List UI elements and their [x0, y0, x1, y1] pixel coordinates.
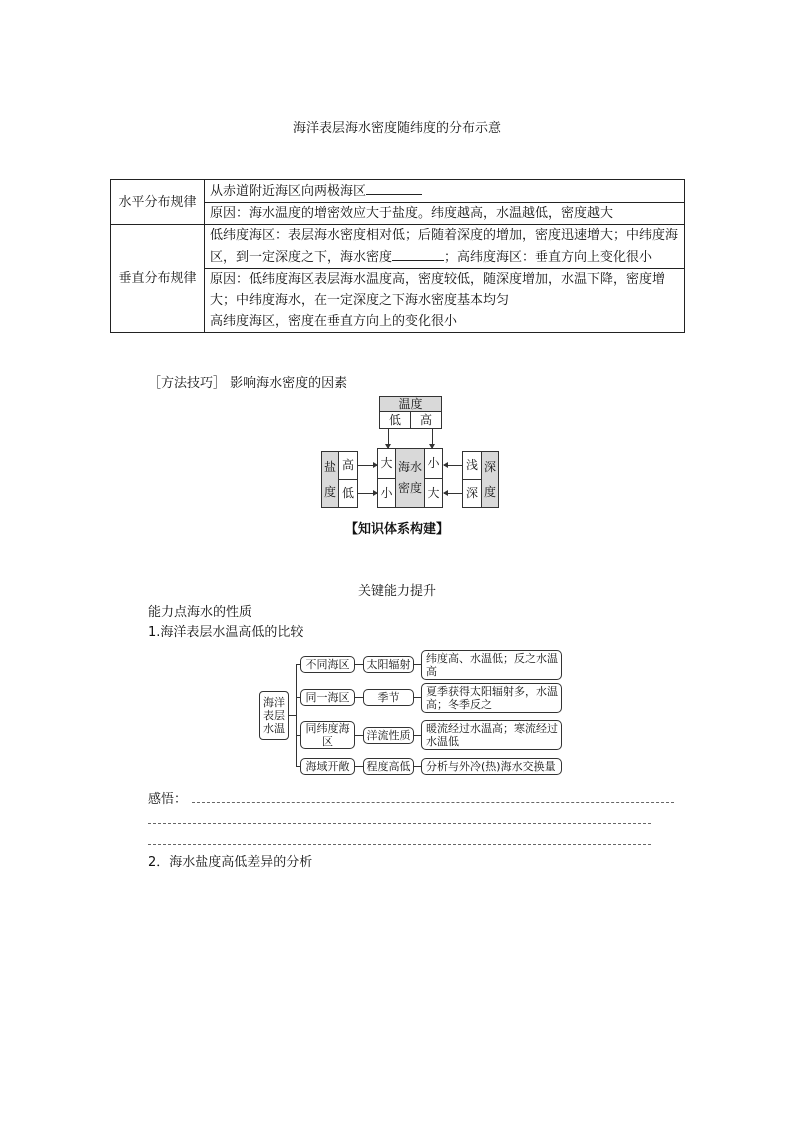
depth-label: 深 度 [481, 451, 499, 508]
temperature-low: 低 [379, 411, 411, 429]
connector [355, 664, 363, 665]
arrow-down [432, 429, 433, 448]
mindmap-node-b: 洋流性质 [363, 727, 414, 744]
mindmap-node-b: 季节 [363, 689, 414, 706]
subsection-1-title: 1.海洋表层水温高低的比较 [148, 625, 304, 640]
horizontal-head: 水平分布规律 [111, 180, 205, 225]
horizontal-rule: 从赤道附近海区向两极海区 [205, 180, 685, 203]
vertical-head: 垂直分布规律 [111, 225, 205, 333]
mindmap-node-a: 不同海区 [300, 656, 355, 673]
horizontal-reason: 原因：海水温度的增密效应大于盐度。纬度越高，水温越低，密度越大 [205, 203, 685, 225]
connector [414, 735, 421, 736]
temperature-high: 高 [410, 411, 442, 429]
knowledge-title: 【知识体系构建】 [344, 522, 449, 537]
connector [355, 735, 363, 736]
mindmap-node-a: 同一海区 [300, 689, 355, 706]
mindmap-node-c: 分析与外冷(热)海水交换量 [421, 758, 562, 775]
connector [355, 766, 363, 767]
figure-caption: 海洋表层海水密度随纬度的分布示意 [292, 121, 501, 136]
temperature-label: 温度 [379, 396, 442, 412]
depth-shallow: 浅 [462, 451, 482, 480]
answer-line[interactable] [148, 823, 651, 824]
method-title: ［方法技巧］ 影响海水密度的因素 [148, 376, 348, 391]
section-title: 关键能力提升 [357, 584, 436, 599]
salinity-high: 高 [338, 451, 358, 480]
insight-label: 感悟： [148, 792, 188, 807]
mindmap-node-b: 太阳辐射 [363, 656, 414, 673]
connector [414, 697, 421, 698]
answer-line[interactable] [148, 844, 651, 845]
connector [355, 697, 363, 698]
mindmap-node-a: 海域开敞 [300, 758, 355, 775]
answer-blank[interactable] [392, 246, 444, 261]
vertical-reason: 原因：低纬度海区表层海水温度高，密度较低，随深度增加，水温下降，密度增大；中纬度海水，在一定深度之下海水密度基本均匀 高纬度海区，密度在垂直方向上的变化很小 [205, 269, 685, 333]
arrow-left [444, 493, 462, 494]
depth-deep: 深 [462, 479, 482, 508]
mindmap-node-b: 程度高低 [363, 758, 414, 775]
subsection-2-title: 2．海水盐度高低差异的分析 [148, 855, 313, 870]
density-big: 大 [377, 448, 396, 479]
density-small-right: 小 [424, 448, 443, 479]
salinity-low: 低 [338, 479, 358, 508]
arrow-left [444, 465, 462, 466]
mindmap-node-c: 夏季获得太阳辐射多，水温高；冬季反之 [421, 683, 562, 713]
connector [414, 664, 421, 665]
arrow-right [358, 465, 377, 466]
answer-blank[interactable] [366, 180, 422, 195]
density-distribution-table [110, 179, 685, 333]
point-title: 能力点海水的性质 [148, 605, 253, 620]
connector [296, 664, 297, 767]
arrow-down [388, 429, 389, 448]
connector [414, 766, 421, 767]
density-label: 海水 密度 [395, 448, 425, 508]
salinity-label: 盐 度 [321, 451, 339, 508]
mindmap-node-c: 暖流经过水温高；寒流经过水温低 [421, 720, 562, 750]
answer-line[interactable] [192, 802, 674, 803]
table-row [111, 180, 685, 203]
mindmap-node-a: 同纬度海区 [300, 721, 355, 749]
density-small: 小 [377, 478, 396, 508]
arrow-right [358, 493, 377, 494]
mindmap-node-c: 纬度高、水温低；反之水温高 [421, 650, 562, 680]
vertical-rule: 低纬度海区：表层海水密度相对低；后随着深度的增加，密度迅速增大；中纬度海区，到一定深度之下，海水密度 ；高纬度海区：垂直方向上变化很小 [205, 225, 685, 269]
table-row [111, 225, 685, 269]
density-big-right: 大 [424, 478, 443, 508]
root-node: 海洋 表层 水温 [259, 691, 289, 740]
